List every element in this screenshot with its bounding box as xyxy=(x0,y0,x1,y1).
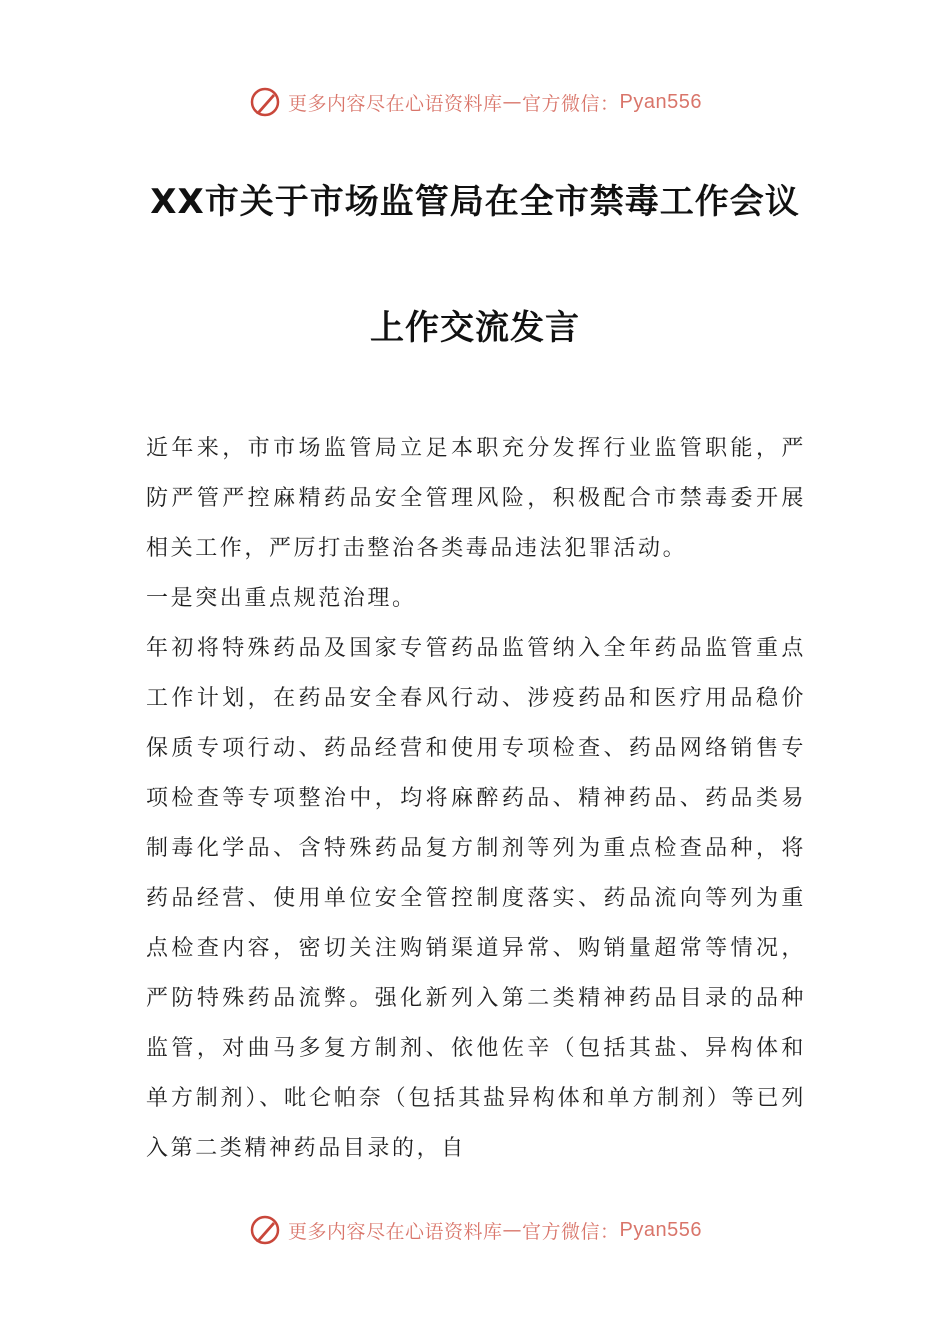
watermark-wechat-id: Pyan556 xyxy=(619,90,702,113)
watermark-wechat-id: Pyan556 xyxy=(619,1218,702,1241)
document-title-line-2: 上作交流发言 xyxy=(370,308,580,348)
paragraph-heading-1: 一是突出重点规范治理。 xyxy=(146,586,417,611)
watermark-dash: — xyxy=(502,1219,523,1241)
pen-circle-icon xyxy=(248,1213,282,1247)
watermark-main-text: 更多内容尽在心语资料库 xyxy=(288,1220,503,1243)
watermark-banner-top xyxy=(0,82,950,122)
watermark-label: 官方微信： xyxy=(522,1220,620,1243)
document-body xyxy=(146,424,806,1174)
watermark-dash: — xyxy=(502,91,523,113)
paragraph-intro: 近年来，市市场监管局立足本职充分发挥行业监管职能，严防严管严控麻精药品安全管理风险，积极配合市禁毒委开展相关工作，严厉打击整治各类毒品违法犯罪活动。 xyxy=(146,436,806,561)
watermark-main-text: 更多内容尽在心语资料库 xyxy=(288,92,503,115)
document-title-line-1: XX市关于市场监管局在全市禁毒工作会议 xyxy=(150,182,800,222)
pen-circle-icon xyxy=(248,85,282,119)
watermark-label: 官方微信： xyxy=(522,92,620,115)
paragraph-detail: 年初将特殊药品及国家专管药品监管纳入全年药品监管重点工作计划，在药品安全春风行动、涉疫药品和医疗用品稳价保质专项行动、药品经营和使用专项检查、药品网络销售专项检查等专项整治中，均将麻醉药品、精神药品、药品类易制毒化学品、含特殊药品复方制剂等列为重点检查品种，将药品经营、使用单位安全管控制度落实、药品流向等列为重点检查内容，密切关注购销渠道异常、购销量超常等情况，严防特殊药品流弊。强化新列入第二类精神药品目录的品种监管，对曲马多复方制剂、依他佐辛（包括其盐、异构体和单方制剂）、吡仑帕奈（包括其盐异构体和单方制剂）等已列入第二类精神药品目录的，自 xyxy=(146,636,806,1161)
watermark-banner-bottom xyxy=(0,1210,950,1250)
